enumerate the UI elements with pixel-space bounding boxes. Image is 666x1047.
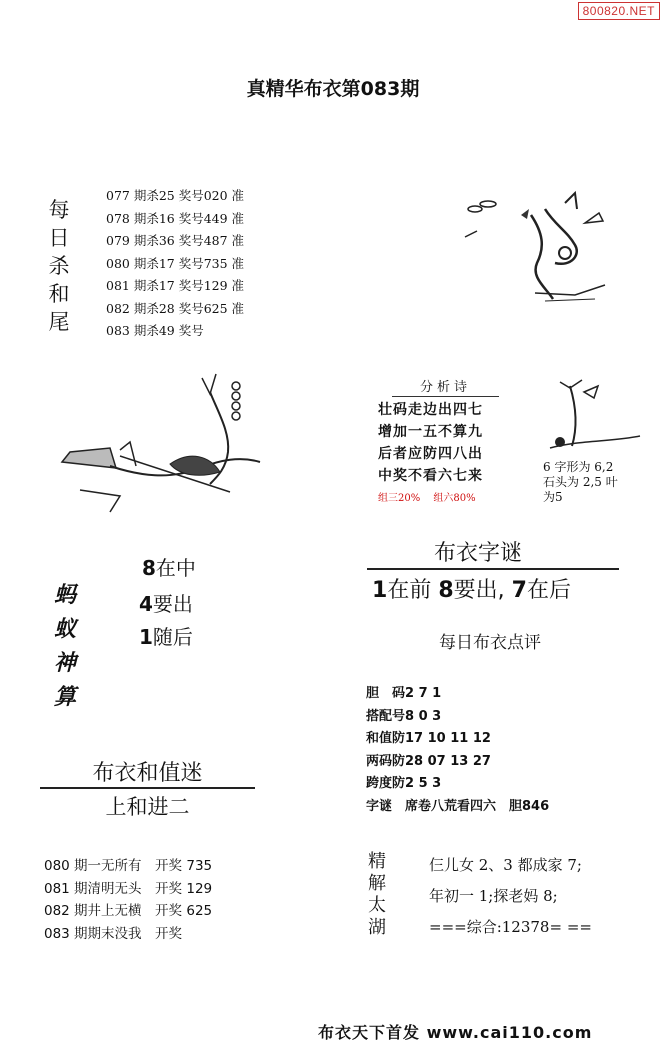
ant-num: 8 [142, 556, 156, 580]
site-logo: 800820.NET [578, 2, 660, 20]
shape-note [543, 460, 643, 505]
note-line: 为5 [543, 490, 563, 504]
list-item: 079 期杀36 奖号487 准 [106, 233, 245, 248]
riddle-line [372, 573, 612, 604]
riddle-text: 要出, [453, 578, 505, 603]
label-char: 解 [368, 873, 386, 894]
label-char: 杀 [48, 254, 70, 278]
hezhi-title: 布衣和值迷 [92, 761, 203, 786]
list-item: 081 期杀17 奖号129 准 [106, 278, 245, 293]
label-char: 每 [48, 198, 70, 222]
ant-num: 4 [139, 592, 153, 616]
list-item: 080 期杀17 奖号735 准 [106, 255, 245, 271]
hezhi-subtitle: 上和进二 [105, 795, 190, 819]
list-item: 搭配号8 0 3 [366, 708, 442, 724]
label-char: 和 [48, 282, 70, 306]
note-line: 石头为 2,5 叶 [543, 475, 618, 489]
list-item: 胆 码2 7 1 [366, 686, 442, 701]
riddle-text: 在前 [387, 578, 432, 603]
riddle-num: 8 [438, 578, 454, 603]
tree-sketch-illustration [425, 175, 640, 310]
daily-kill-list [106, 185, 244, 343]
list-item: 仨儿女 2、3 都成家 7; [429, 856, 582, 874]
list-item: 077 期杀25 奖号020 准 [106, 188, 245, 203]
riddle-num: 7 [511, 578, 527, 603]
list-item: 078 期杀16 奖号449 准 [106, 210, 245, 226]
poem-line: 中奖不看六七来 [378, 468, 483, 484]
poem-title: 分析诗 [392, 376, 499, 397]
ant-calc-label [49, 578, 81, 714]
hezhi-divider [40, 787, 255, 789]
riddle-divider [367, 568, 619, 570]
note-line: 6 字形为 6,2 [543, 460, 614, 474]
taihu-lines [429, 850, 592, 943]
page-title: 真精华布衣第083期 [246, 78, 420, 100]
ant-num: 1 [139, 625, 153, 649]
ant-calc-line [142, 552, 196, 581]
list-item: ===综合:12378= == [429, 918, 592, 936]
daily-kill-label [42, 196, 76, 336]
footer-credit: 布衣天下首发 www.cai110.com [318, 1023, 593, 1042]
ant-calc-line [139, 588, 193, 617]
taihu-label [365, 851, 389, 939]
daily-comment-list [366, 683, 549, 818]
tag-group6: 组六80% [433, 493, 476, 504]
tag-group3: 组三20% [378, 493, 421, 504]
list-item: 跨度防2 5 3 [366, 776, 442, 791]
list-item: 081 期清明无头 开奖 129 [44, 880, 213, 897]
list-item: 082 期井上无横 开奖 625 [44, 903, 213, 919]
label-char: 蚁 [53, 616, 76, 642]
list-item: 两码防28 07 13 27 [366, 753, 491, 769]
label-char: 算 [53, 684, 76, 710]
poem-line: 后者应防四八出 [378, 446, 483, 462]
label-char: 日 [48, 226, 70, 250]
daily-comment-title: 每日布衣点评 [439, 633, 541, 653]
list-item: 年初一 1;探老妈 8; [429, 887, 558, 905]
label-char: 湖 [368, 917, 386, 938]
list-item: 083 期杀49 奖号 [106, 323, 204, 338]
list-item: 083 期期末没我 开奖 [44, 925, 183, 942]
label-char: 太 [368, 895, 386, 916]
ant-text: 要出 [152, 592, 193, 616]
ant-calc-line [139, 621, 193, 650]
boat-sketch-illustration [50, 372, 275, 520]
label-char: 精 [368, 851, 386, 872]
poem-line: 增加一五不算九 [378, 424, 483, 440]
hezhi-list [44, 855, 212, 945]
label-char: 蚂 [53, 582, 76, 608]
poem-tags [378, 489, 513, 504]
list-item: 和值防17 10 11 12 [366, 731, 491, 746]
riddle-title: 布衣字谜 [433, 541, 522, 566]
stone-leaf-sketch [540, 376, 645, 456]
list-item: 080 期一无所有 开奖 735 [44, 858, 213, 874]
list-item: 字谜 席卷八荒看四六 胆846 [366, 798, 550, 814]
ant-text: 随后 [152, 625, 193, 649]
analysis-poem [378, 376, 513, 504]
riddle-num: 1 [372, 578, 388, 603]
riddle-text: 在后 [526, 578, 571, 603]
poem-line: 壮码走边出四七 [378, 402, 483, 418]
label-char: 神 [53, 650, 76, 676]
ant-text: 在中 [155, 556, 196, 580]
label-char: 尾 [48, 310, 70, 334]
list-item: 082 期杀28 奖号625 准 [106, 300, 245, 316]
